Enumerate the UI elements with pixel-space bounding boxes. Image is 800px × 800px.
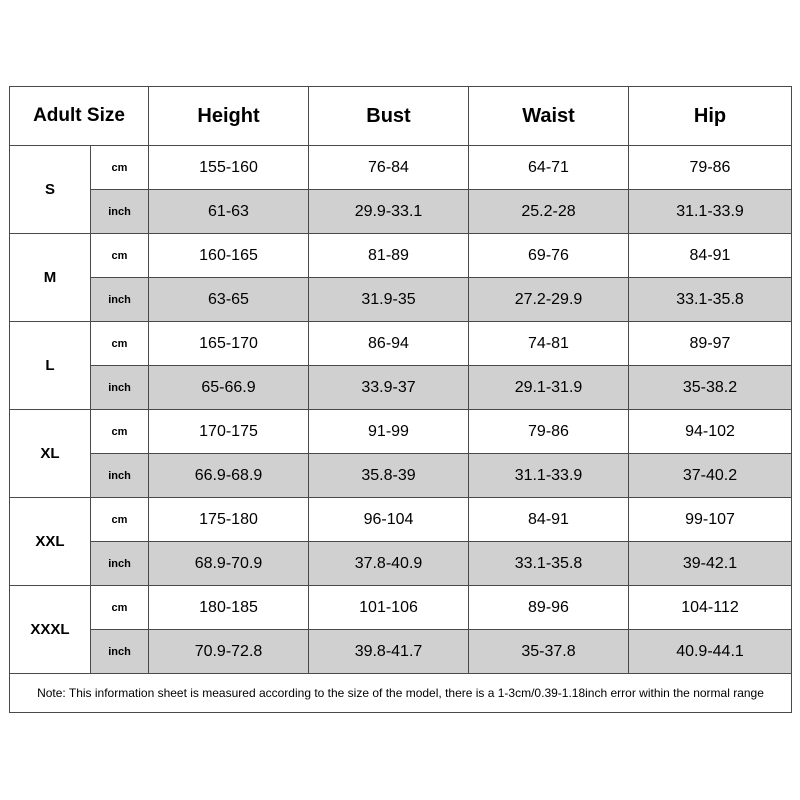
waist-value: 74-81	[469, 322, 629, 366]
unit-label-cm: cm	[91, 234, 149, 278]
height-value: 180-185	[149, 586, 309, 630]
bust-value: 39.8-41.7	[309, 630, 469, 674]
unit-label-cm: cm	[91, 498, 149, 542]
waist-value: 64-71	[469, 146, 629, 190]
waist-value: 29.1-31.9	[469, 366, 629, 410]
bust-value: 37.8-40.9	[309, 542, 469, 586]
table-row	[10, 630, 792, 674]
table-row	[10, 542, 792, 586]
hip-value: 33.1-35.8	[629, 278, 792, 322]
hip-value: 35-38.2	[629, 366, 792, 410]
unit-label-cm: cm	[91, 322, 149, 366]
bust-value: 91-99	[309, 410, 469, 454]
table-row	[10, 146, 792, 190]
bust-value: 86-94	[309, 322, 469, 366]
bust-value: 76-84	[309, 146, 469, 190]
unit-label-cm: cm	[91, 146, 149, 190]
height-value: 68.9-70.9	[149, 542, 309, 586]
table-row	[10, 586, 792, 630]
bust-value: 31.9-35	[309, 278, 469, 322]
bust-value: 35.8-39	[309, 454, 469, 498]
height-value: 63-65	[149, 278, 309, 322]
size-label: M	[10, 234, 91, 322]
height-value: 65-66.9	[149, 366, 309, 410]
waist-value: 35-37.8	[469, 630, 629, 674]
size-label: L	[10, 322, 91, 410]
bust-value: 81-89	[309, 234, 469, 278]
height-value: 175-180	[149, 498, 309, 542]
bust-value: 101-106	[309, 586, 469, 630]
waist-value: 84-91	[469, 498, 629, 542]
unit-label-inch: inch	[91, 278, 149, 322]
table-row	[10, 278, 792, 322]
unit-label-inch: inch	[91, 366, 149, 410]
header-adult-size: Adult Size	[10, 87, 149, 146]
size-label: XL	[10, 410, 91, 498]
waist-value: 31.1-33.9	[469, 454, 629, 498]
unit-label-inch: inch	[91, 454, 149, 498]
table-row	[10, 190, 792, 234]
waist-value: 33.1-35.8	[469, 542, 629, 586]
header-height: Height	[149, 87, 309, 146]
unit-label-inch: inch	[91, 190, 149, 234]
header-hip: Hip	[629, 87, 792, 146]
header-bust: Bust	[309, 87, 469, 146]
hip-value: 31.1-33.9	[629, 190, 792, 234]
hip-value: 99-107	[629, 498, 792, 542]
table-row	[10, 234, 792, 278]
table-row	[10, 498, 792, 542]
bust-value: 29.9-33.1	[309, 190, 469, 234]
hip-value: 104-112	[629, 586, 792, 630]
hip-value: 40.9-44.1	[629, 630, 792, 674]
waist-value: 25.2-28	[469, 190, 629, 234]
hip-value: 84-91	[629, 234, 792, 278]
waist-value: 89-96	[469, 586, 629, 630]
hip-value: 89-97	[629, 322, 792, 366]
table-row	[10, 454, 792, 498]
height-value: 170-175	[149, 410, 309, 454]
waist-value: 27.2-29.9	[469, 278, 629, 322]
size-label: XXXL	[10, 586, 91, 674]
waist-value: 79-86	[469, 410, 629, 454]
height-value: 155-160	[149, 146, 309, 190]
hip-value: 94-102	[629, 410, 792, 454]
note-text: Note: This information sheet is measured according to the size of the model, there is a 1-3cm/0.39-1.18inch error within the normal range	[10, 674, 792, 713]
unit-label-inch: inch	[91, 630, 149, 674]
table-row	[10, 322, 792, 366]
header-row	[10, 87, 792, 146]
unit-label-cm: cm	[91, 410, 149, 454]
hip-value: 79-86	[629, 146, 792, 190]
header-waist: Waist	[469, 87, 629, 146]
hip-value: 39-42.1	[629, 542, 792, 586]
note-row	[10, 674, 792, 713]
size-label: S	[10, 146, 91, 234]
height-value: 61-63	[149, 190, 309, 234]
table-row	[10, 410, 792, 454]
unit-label-inch: inch	[91, 542, 149, 586]
hip-value: 37-40.2	[629, 454, 792, 498]
table-row	[10, 366, 792, 410]
height-value: 70.9-72.8	[149, 630, 309, 674]
bust-value: 96-104	[309, 498, 469, 542]
unit-label-cm: cm	[91, 586, 149, 630]
height-value: 165-170	[149, 322, 309, 366]
waist-value: 69-76	[469, 234, 629, 278]
height-value: 160-165	[149, 234, 309, 278]
bust-value: 33.9-37	[309, 366, 469, 410]
size-chart-table	[9, 86, 792, 713]
height-value: 66.9-68.9	[149, 454, 309, 498]
size-label: XXL	[10, 498, 91, 586]
